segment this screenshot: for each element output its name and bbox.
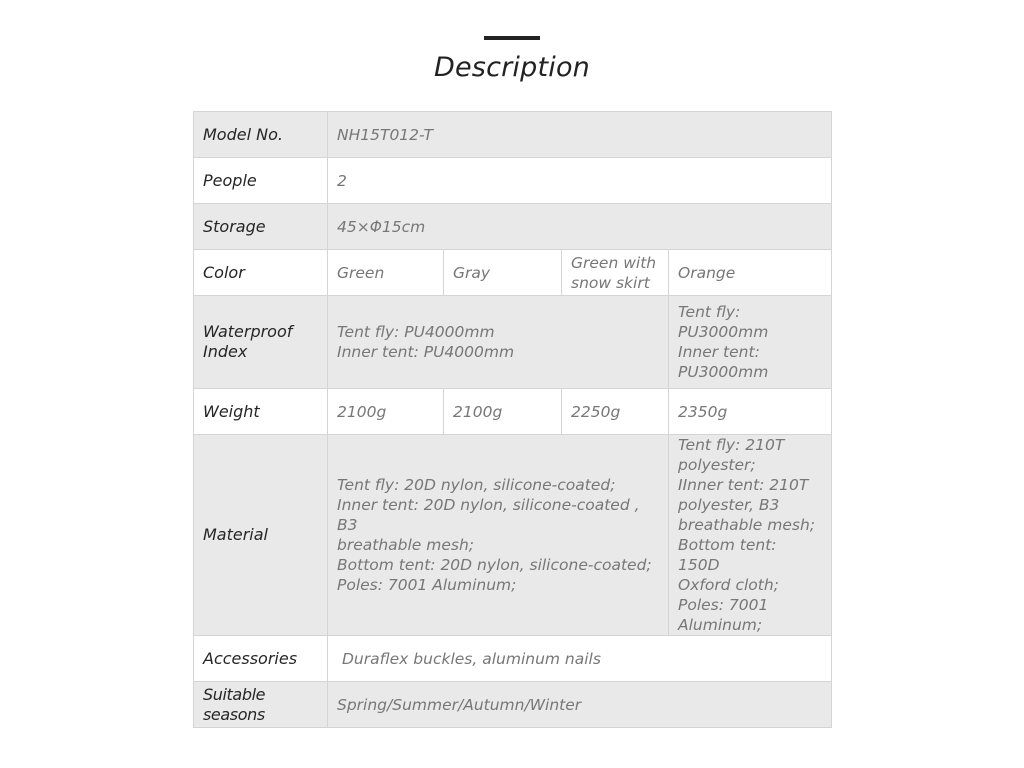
material-orange-line: breathable mesh;	[678, 516, 816, 534]
page-title: Description	[434, 52, 590, 83]
table-row-accessories	[194, 636, 832, 682]
weight-orange: 2350g	[669, 389, 832, 435]
table-row-storage	[194, 204, 832, 250]
table-row-waterproof	[194, 296, 832, 389]
table-row-seasons	[194, 682, 832, 728]
material-orange-line: Aluminum;	[678, 616, 763, 634]
table-row-weight	[194, 389, 832, 435]
waterproof-orange-line: PU3000mm	[678, 323, 769, 341]
material-orange-line: Bottom tent: 150D	[678, 536, 777, 574]
material-standard-line: Poles: 7001 Aluminum;	[337, 576, 517, 594]
material-standard-line: Tent fly: 20D nylon, silicone-coated;	[337, 476, 616, 494]
material-orange-line: polyester;	[678, 456, 756, 474]
color-label: Color	[194, 250, 328, 296]
table-row-people	[194, 158, 832, 204]
table-row-material	[194, 435, 832, 636]
weight-label: Weight	[194, 389, 328, 435]
color-green-snow-skirt: Green with snow skirt	[562, 250, 669, 296]
material-orange-line: Tent fly: 210T	[678, 436, 785, 454]
accessories-value: Duraflex buckles, aluminum nails	[328, 636, 832, 682]
material-standard-line: Inner tent: 20D nylon, silicone-coated , B3	[337, 496, 640, 534]
waterproof-standard-line: Tent fly: PU4000mm	[337, 323, 495, 341]
title-underline-bar	[484, 36, 540, 40]
weight-green: 2100g	[328, 389, 444, 435]
spec-table	[193, 111, 832, 728]
waterproof-orange-line: Inner tent:	[678, 343, 760, 361]
material-orange-value	[669, 435, 832, 636]
weight-gray: 2100g	[444, 389, 562, 435]
table-row-model	[194, 112, 832, 158]
waterproof-orange-line: PU3000mm	[678, 363, 769, 381]
people-value: 2	[328, 158, 832, 204]
waterproof-label-line: Index	[203, 342, 248, 361]
material-orange-line: Poles: 7001	[678, 596, 769, 614]
accessories-label: Accessories	[194, 636, 328, 682]
material-orange-line: polyester, B3	[678, 496, 780, 514]
seasons-value: Spring/Summer/Autumn/Winter	[328, 682, 832, 728]
material-standard-line: Bottom tent: 20D nylon, silicone-coated;	[337, 556, 652, 574]
material-orange-line: Oxford cloth;	[678, 576, 779, 594]
waterproof-orange-value	[669, 296, 832, 389]
waterproof-label	[194, 296, 328, 389]
waterproof-standard-line: Inner tent: PU4000mm	[337, 343, 515, 361]
storage-label: Storage	[194, 204, 328, 250]
seasons-label: Suitable seasons	[194, 682, 328, 728]
color-gray: Gray	[444, 250, 562, 296]
model-value: NH15T012-T	[328, 112, 832, 158]
material-orange-line: IInner tent: 210T	[678, 476, 809, 494]
waterproof-label-line: Waterproof	[203, 322, 293, 341]
model-label: Model No.	[194, 112, 328, 158]
waterproof-standard-value	[328, 296, 669, 389]
people-label: People	[194, 158, 328, 204]
material-standard-line: breathable mesh;	[337, 536, 475, 554]
material-standard-value	[328, 435, 669, 636]
color-orange: Orange	[669, 250, 832, 296]
weight-green-snow-skirt: 2250g	[562, 389, 669, 435]
storage-value: 45×Φ15cm	[328, 204, 832, 250]
material-label: Material	[194, 435, 328, 636]
color-green: Green	[328, 250, 444, 296]
waterproof-orange-line: Tent fly:	[678, 303, 741, 321]
table-row-color	[194, 250, 832, 296]
